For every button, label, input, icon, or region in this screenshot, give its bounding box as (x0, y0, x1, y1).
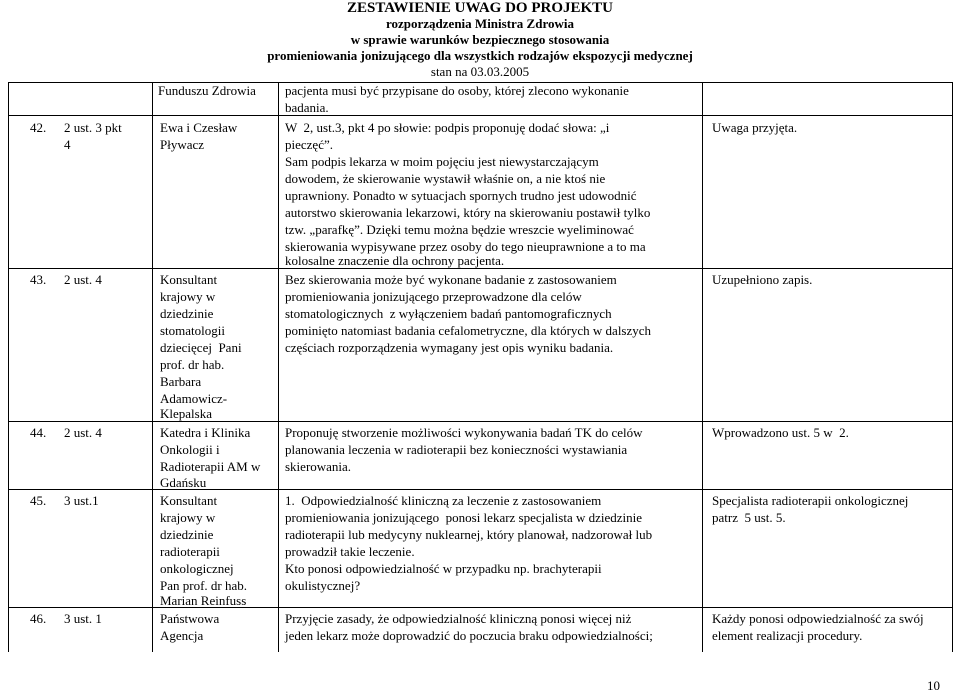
row-remark-line: planowania leczenia w radioterapii bez konieczności wystawiania (285, 442, 628, 457)
row-remark-line: Kto ponosi odpowiedzialność w przypadku np. brachyterapii (285, 561, 602, 576)
row-author-line: Klepalska (160, 406, 212, 421)
row-remark-line: Sam podpis lekarza w moim pojęciu jest niewystarczającym (285, 154, 599, 169)
column-divider (278, 82, 279, 652)
header-line-3: w sprawie warunków bezpiecznego stosowania (350, 32, 610, 47)
row-response-line: patrz 5 ust. 5. (712, 510, 786, 525)
row-author-line: Katedra i Klinika (160, 425, 251, 440)
row-divider (8, 607, 952, 608)
row-remark-line: stomatologicznych z wyłączeniem badań pantomograficznych (285, 306, 615, 321)
row-author-line: Radioterapii AM w (160, 459, 261, 474)
continuation-author: Funduszu Zdrowia (158, 83, 256, 98)
row-remark-line: tzw. „parafkę”. Dzięki temu można będzie wreszcie wyeliminować (285, 222, 634, 237)
row-author-line: Państwowa (160, 611, 220, 626)
row-remark-line: 1. Odpowiedzialność kliniczną za leczenie z zastosowaniem (285, 493, 602, 508)
row-divider (8, 489, 952, 490)
row-response-line: Uwaga przyjęta. (712, 120, 798, 135)
row-remark-line: dowodem, że skierowanie wystawił właśnie on, a nie ktoś nie (285, 171, 606, 186)
row-response-line: Wprowadzono ust. 5 w 2. (712, 425, 849, 440)
row-author-line: Adamowicz- (160, 391, 228, 406)
row-remark-line: skierowania. (285, 459, 352, 474)
row-author-line: radioterapii (160, 544, 220, 559)
row-remark-line: kolosalne znaczenie dla ochrony pacjenta. (285, 253, 505, 268)
row-paragraph: 3 ust.1 (64, 493, 99, 508)
column-divider (152, 82, 153, 652)
row-remark-line: pieczęć”. (285, 137, 333, 152)
row-remark-line: okulistycznej? (285, 578, 361, 593)
row-author-line: Onkologii i (160, 442, 220, 457)
row-remark-line: autorstwo skierowania lekarzowi, który na skierowaniu postawił tylko (285, 205, 651, 220)
row-author-line: Pan prof. dr hab. (160, 578, 248, 593)
row-remark-line: częściach rozporządzenia wymagany jest opis wyniku badania. (285, 340, 614, 355)
row-divider (8, 421, 952, 422)
row-author-line: Ewa i Czesław (160, 120, 238, 135)
row-author-line: Barbara (160, 374, 202, 389)
row-author-line: Agencja (160, 628, 204, 643)
row-author-line: dziedzinie (160, 527, 214, 542)
row-author-line: onkologicznej (160, 561, 234, 576)
row-paragraph: 4 (64, 137, 71, 152)
row-remark-line: promieniowania jonizującego ponosi lekarz specjalista w dziedzinie (285, 510, 643, 525)
row-author-line: Konsultant (160, 493, 218, 508)
row-number: 42. (30, 120, 47, 135)
document-header (0, 0, 960, 80)
row-response-line: Specjalista radioterapii onkologicznej (712, 493, 909, 508)
row-remark-line: jeden lekarz może doprowadzić do poczucia braku odpowiedzialności; (285, 628, 653, 643)
row-number: 43. (30, 272, 47, 287)
row-remark-line: radioterapii lub medycyny nuklearnej, który planował, nadzorował lub (285, 527, 653, 542)
row-response-line: Każdy ponosi odpowiedzialność za swój (712, 611, 924, 626)
row-remark-line: pominięto natomiast badania cefalometryczne, dla których w dalszych (285, 323, 652, 338)
row-author-line: krajowy w (160, 510, 216, 525)
row-remark-line: W 2, ust.3, pkt 4 po słowie: podpis proponuję dodać słowa: „i (285, 120, 610, 135)
row-author-line: dziecięcej Pani (160, 340, 242, 355)
row-paragraph: 3 ust. 1 (64, 611, 102, 626)
row-author-line: Marian Reinfuss (160, 593, 247, 608)
row-author-line: Pływacz (160, 137, 205, 152)
page-number: 10 (927, 678, 940, 693)
row-number: 45. (30, 493, 47, 508)
row-author-line: stomatologii (160, 323, 225, 338)
row-remark-line: prowadził takie leczenie. (285, 544, 415, 559)
row-number: 46. (30, 611, 47, 626)
row-paragraph: 2 ust. 3 pkt (64, 120, 122, 135)
document-title: ZESTAWIENIE UWAG DO PROJEKTU (346, 0, 614, 16)
row-remark-line: uprawniony. Ponadto w sytuacjach spornych trudno jest udowodnić (285, 188, 637, 203)
row-remark-line: Przyjęcie zasady, że odpowiedzialność kliniczną ponosi więcej niż (285, 611, 632, 626)
column-divider (8, 82, 9, 652)
row-author-line: Konsultant (160, 272, 218, 287)
header-line-2: rozporządzenia Ministra Zdrowia (385, 16, 574, 31)
row-paragraph: 2 ust. 4 (64, 272, 102, 287)
row-author-line: Gdańsku (160, 475, 207, 490)
row-remark-line: skierowania wypisywane przez osoby do tego nieuprawnione a to ma (285, 239, 646, 254)
continuation-remark-line: badania. (285, 100, 329, 115)
continuation-remark-line: pacjenta musi być przypisane do osoby, której zlecono wykonanie (285, 83, 629, 98)
row-remark-line: promieniowania jonizującego przeprowadzone dla celów (285, 289, 582, 304)
row-author-line: dziedzinie (160, 306, 214, 321)
header-date: stan na 03.03.2005 (430, 64, 530, 79)
header-line-4: promieniowania jonizującego dla wszystkich rodzajów ekspozycji medycznej (267, 48, 693, 63)
row-remark-line: Bez skierowania może być wykonane badanie z zastosowaniem (285, 272, 617, 287)
row-author-line: krajowy w (160, 289, 216, 304)
row-response-line: element realizacji procedury. (712, 628, 863, 643)
row-number: 44. (30, 425, 47, 440)
row-response-line: Uzupełniono zapis. (712, 272, 813, 287)
row-author-line: prof. dr hab. (160, 357, 225, 372)
column-divider (702, 82, 703, 652)
row-remark-line: Proponuję stworzenie możliwości wykonywania badań TK do celów (285, 425, 643, 440)
row-divider (8, 115, 952, 116)
row-paragraph: 2 ust. 4 (64, 425, 102, 440)
column-divider (952, 82, 953, 652)
